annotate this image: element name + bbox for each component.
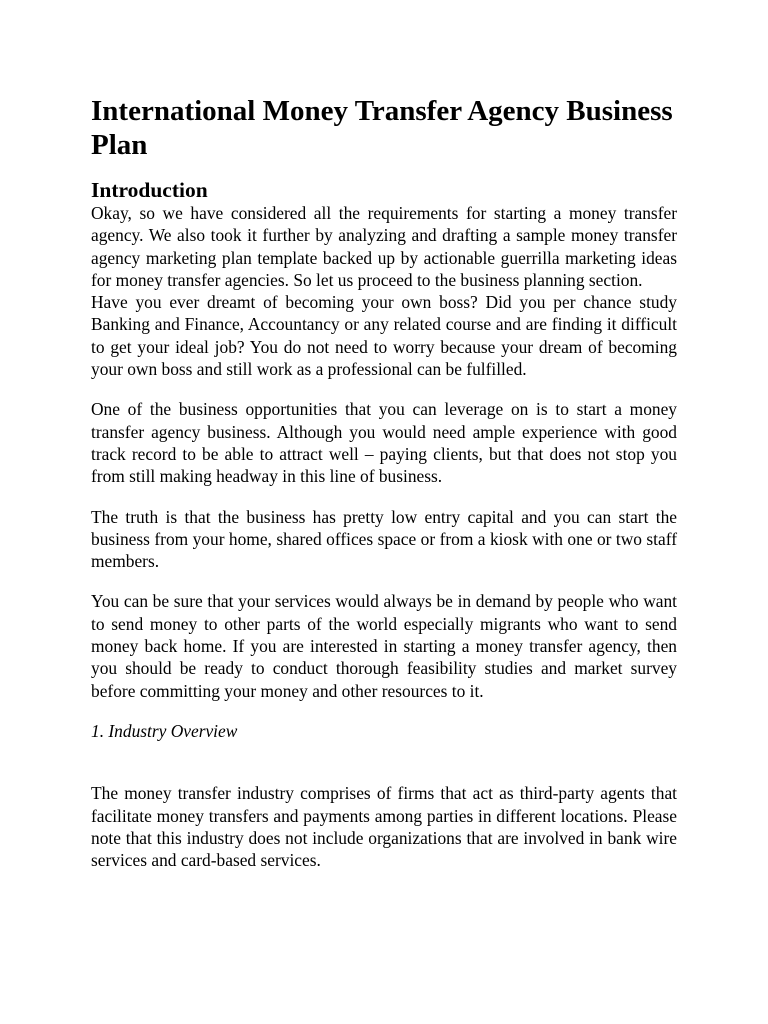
intro-paragraph-4: The truth is that the business has pretty low entry capital and you can start the business from your home, shared offices space or from a kiosk with one or two staff members. bbox=[91, 506, 677, 572]
industry-overview-paragraph-1: The money transfer industry comprises of firms that act as third-party agents that facilitate money transfers and payments among parties in different locations. Please note that this industry does not include organizations that are involved in bank wire services and card-based services. bbox=[91, 783, 677, 871]
document-page bbox=[91, 94, 677, 871]
industry-overview-heading: 1. Industry Overview bbox=[91, 720, 238, 741]
introduction-heading: Introduction bbox=[91, 178, 208, 202]
intro-paragraph-3: One of the business opportunities that you can leverage on is to start a money transfer agency business. Although you would need ample experience with good track record to be able to attract well – paying clients, but that does not stop you from still making headway in this line of business. bbox=[91, 399, 677, 487]
document-title: International Money Transfer Agency Business Plan bbox=[91, 95, 673, 161]
intro-paragraph-5: You can be sure that your services would always be in demand by people who want to send money to other parts of the world especially migrants who want to send money back home. If you are interested in starting a money transfer agency, then you should be ready to conduct thorough feasibility studies and market survey before committing your money and other resources to it. bbox=[91, 591, 677, 701]
intro-paragraph-1: Okay, so we have considered all the requirements for starting a money transfer agency. We also took it further by analyzing and drafting a sample money transfer agency marketing plan template backed up by actionable guerrilla marketing ideas for money transfer agencies. So let us proceed to the business planning section. bbox=[91, 203, 677, 290]
intro-paragraph-2: Have you ever dreamt of becoming your own boss? Did you per chance study Banking and Finance, Accountancy or any related course and are finding it difficult to get your ideal job? You do not need to worry because your dream of becoming your own boss and still work as a professional can be fulfilled. bbox=[91, 292, 677, 380]
